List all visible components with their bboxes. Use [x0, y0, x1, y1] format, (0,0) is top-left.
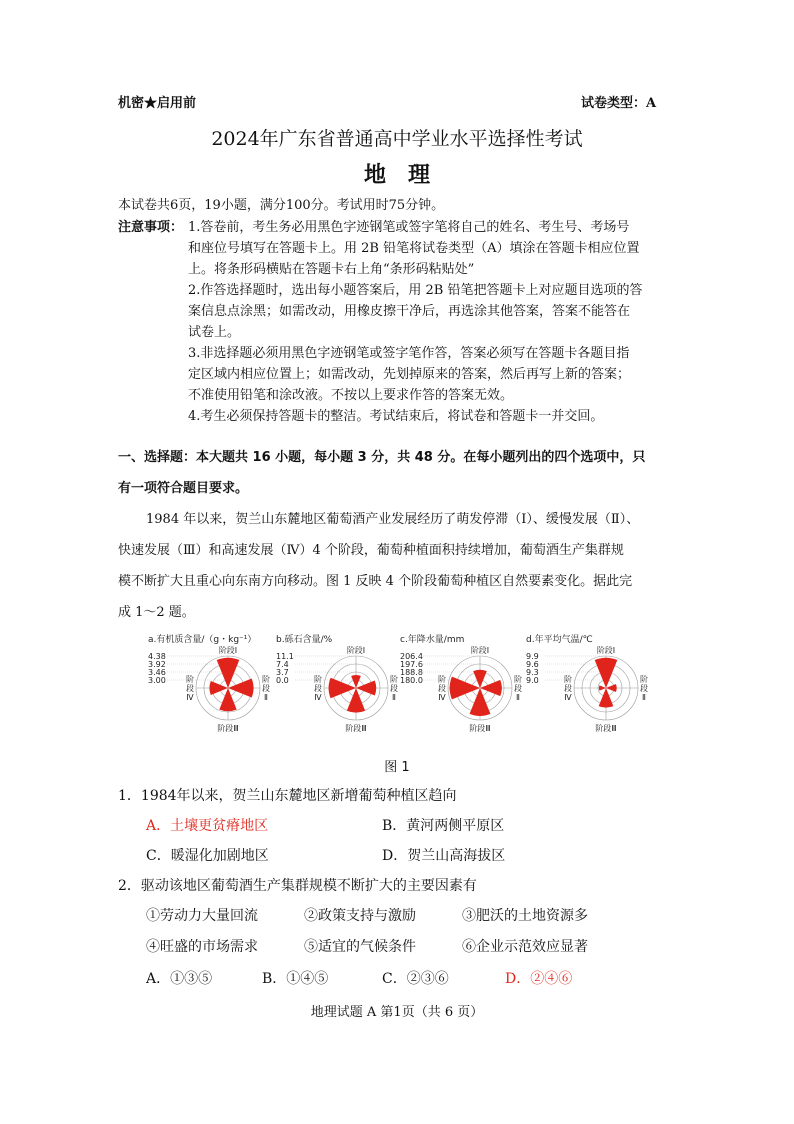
passage-line: 1984 年以来，贺兰山东麓地区葡萄酒产业发展经历了萌发停滞（Ⅰ）、缓慢发展（Ⅱ）、	[146, 512, 640, 527]
q2-option-d[interactable]: D．②④⑥	[505, 971, 573, 987]
tick-label: 9.6	[526, 660, 539, 669]
stage-label-left: 段	[186, 684, 194, 693]
stage-label-left: 阶	[438, 675, 446, 684]
stage-label-left: 段	[438, 684, 446, 693]
stage-label-bottom: 阶段Ⅲ	[595, 724, 617, 733]
stage-label-bottom: 阶段Ⅲ	[469, 724, 491, 733]
tick-label: 3.46	[148, 668, 166, 677]
tick-label: 3.92	[148, 660, 166, 669]
rose-petal-阶段Ⅰ	[595, 658, 618, 688]
q2-item: ③肥沃的土地资源多	[462, 908, 588, 924]
tick-label: 197.6	[400, 660, 423, 669]
rose-petal-阶段Ⅲ	[599, 688, 614, 708]
rose-petal-阶段Ⅰ	[217, 658, 240, 688]
stage-label-left: 阶	[564, 675, 572, 684]
stage-label-left: 阶	[186, 675, 194, 684]
note-line: 上。将条形码横贴在答题卡右上角“条形码粘贴处”	[188, 262, 475, 277]
passage-line: 快速发展（Ⅲ）和高速发展（Ⅳ）4 个阶段，葡萄种植面积持续增加，葡萄酒生产集群规	[118, 543, 624, 558]
stage-label-left: Ⅳ	[564, 693, 572, 702]
tick-label: 9.3	[526, 668, 539, 677]
notes-label: 注意事项：	[118, 220, 184, 235]
tick-label: 0.0	[276, 676, 289, 685]
stage-label-right: Ⅱ	[264, 693, 268, 702]
rose-petal-阶段Ⅳ	[209, 681, 228, 695]
q2-item: ④旺盛的市场需求	[146, 939, 258, 955]
section-heading-line2: 有一项符合题目要求。	[118, 481, 249, 496]
passage-line: 模不断扩大且重心向东南方向移动。图 1 反映 4 个阶段葡萄种植区自然要素变化。据此完	[118, 574, 633, 589]
stage-label-right: 段	[640, 684, 648, 693]
stage-label-right: 阶	[390, 675, 398, 684]
tick-label: 4.38	[148, 652, 166, 661]
stage-label-top: 阶段Ⅰ	[218, 646, 238, 655]
stage-label-left: 段	[564, 684, 572, 693]
q2-item: ②政策支持与激励	[304, 908, 416, 924]
q2-option-c[interactable]: C．②③⑥	[382, 971, 449, 987]
tick-label: 7.4	[276, 660, 289, 669]
stage-label-top: 阶段Ⅰ	[346, 646, 366, 655]
chart-title: c.年降水量/mm	[400, 635, 465, 645]
tick-label: 3.7	[276, 668, 289, 677]
tick-label: 11.1	[276, 652, 294, 661]
q1-option-c[interactable]: C．暖湿化加剧地区	[146, 848, 269, 864]
exam-intro: 本试卷共6页，19小题，满分100分。考试用时75分钟。	[118, 198, 445, 213]
q1-option-a[interactable]: A．土壤更贫瘠地区	[146, 818, 269, 834]
subject-title: 地 理	[363, 162, 430, 188]
q1-stem: 1．1984年以来，贺兰山东麓地区新增葡萄种植区趋向	[118, 788, 457, 804]
note-line: 不准使用铅笔和涂改液。不按以上要求作答的答案无效。	[188, 388, 514, 403]
chart-d	[518, 632, 698, 744]
notes-list	[188, 218, 668, 428]
stage-label-right: 段	[514, 684, 522, 693]
rose-petal-阶段Ⅰ	[473, 670, 487, 688]
note-line: 和座位号填写在答题卡上。用 2B 铅笔将试卷类型（A）填涂在答题卡相应位置	[188, 241, 640, 256]
rose-petal-阶段Ⅳ	[599, 685, 606, 690]
note-line: 2.作答选择题时，选出每小题答案后，用 2B 铅笔把答题卡上对应题目选项的答	[188, 283, 643, 298]
confidential-label: 机密★启用前	[118, 96, 197, 111]
rose-petal-阶段Ⅰ	[351, 675, 361, 688]
stage-label-right: Ⅱ	[392, 693, 396, 702]
figure-caption: 图 1	[384, 760, 410, 775]
stage-label-left: 阶	[314, 675, 322, 684]
q2-item: ⑤适宜的气候条件	[304, 939, 416, 955]
tick-label: 188.8	[400, 668, 423, 677]
section-heading-line1: 一、选择题：本大题共 16 小题，每小题 3 分，共 48 分。在每小题列出的四个选项中，只	[118, 450, 646, 465]
chart-title: d.年平均气温/℃	[526, 635, 593, 645]
stage-label-right: 段	[262, 684, 270, 693]
stage-label-right: Ⅱ	[642, 693, 646, 702]
q2-stem: 2．驱动该地区葡萄酒生产集群规模不断扩大的主要因素有	[118, 878, 477, 894]
note-line: 4.考生必须保持答题卡的整洁。考试结束后，将试卷和答题卡一并交回。	[188, 409, 604, 424]
q1-option-b[interactable]: B．黄河两侧平原区	[382, 818, 505, 834]
q2-item: ⑥企业示范效应显著	[462, 939, 588, 955]
paper-type-label: 试卷类型：A	[581, 96, 657, 111]
rose-petal-阶段Ⅱ	[356, 680, 376, 695]
stage-label-right: 阶	[514, 675, 522, 684]
q2-option-b[interactable]: B．①④⑤	[262, 971, 329, 987]
note-line: 案信息点涂黑；如需改动，用橡皮擦干净后，再选涂其他答案，答案不能答在	[188, 304, 631, 319]
stage-label-left: Ⅳ	[314, 693, 322, 702]
tick-label: 9.9	[526, 652, 539, 661]
rose-petal-阶段Ⅲ	[347, 688, 365, 713]
page-footer: 地理试题 A 第1页（共 6 页）	[310, 1005, 484, 1020]
note-line: 1.答卷前，考生务必用黑色字迹钢笔或签字笔将自己的姓名、考生号、考场号	[188, 220, 630, 235]
rose-chart-svg	[518, 632, 698, 744]
chart-title: a.有机质含量/（g・kg⁻¹）	[148, 635, 257, 645]
stage-label-left: 段	[314, 684, 322, 693]
rose-petal-阶段Ⅲ	[219, 688, 236, 711]
note-line: 定区域内相应位置上；如需改动，先划掉原来的答案，然后再写上新的答案；	[188, 367, 631, 382]
stage-label-right: 阶	[262, 675, 270, 684]
note-line: 试卷上。	[188, 325, 241, 340]
q2-option-a[interactable]: A．①③⑤	[146, 971, 213, 987]
note-line: 3.非选择题必须用黑色字迹钢笔或签字笔作答，答案必须写在答题卡各题目指	[188, 346, 630, 361]
tick-label: 180.0	[400, 676, 423, 685]
exam-title: 2024年广东省普通高中学业水平选择性考试	[211, 128, 583, 150]
tick-label: 3.00	[148, 676, 166, 685]
tick-label: 206.4	[400, 652, 423, 661]
stage-label-left: Ⅳ	[438, 693, 446, 702]
stage-label-top: 阶段Ⅰ	[596, 646, 616, 655]
q2-item: ①劳动力大量回流	[146, 908, 258, 924]
stage-label-right: 段	[390, 684, 398, 693]
q1-option-d[interactable]: D．贺兰山高海拔区	[382, 848, 506, 864]
stage-label-top: 阶段Ⅰ	[470, 646, 490, 655]
passage-line: 成 1～2 题。	[118, 605, 195, 620]
stage-label-right: Ⅱ	[516, 693, 520, 702]
stage-label-right: 阶	[640, 675, 648, 684]
tick-label: 9.0	[526, 676, 539, 685]
stage-label-left: Ⅳ	[186, 693, 194, 702]
stage-label-bottom: 阶段Ⅲ	[217, 724, 239, 733]
rose-petal-阶段Ⅱ	[606, 684, 617, 692]
rose-petal-阶段Ⅱ	[480, 680, 502, 696]
stage-label-bottom: 阶段Ⅲ	[345, 724, 367, 733]
chart-title: b.砾石含量/%	[276, 635, 333, 645]
